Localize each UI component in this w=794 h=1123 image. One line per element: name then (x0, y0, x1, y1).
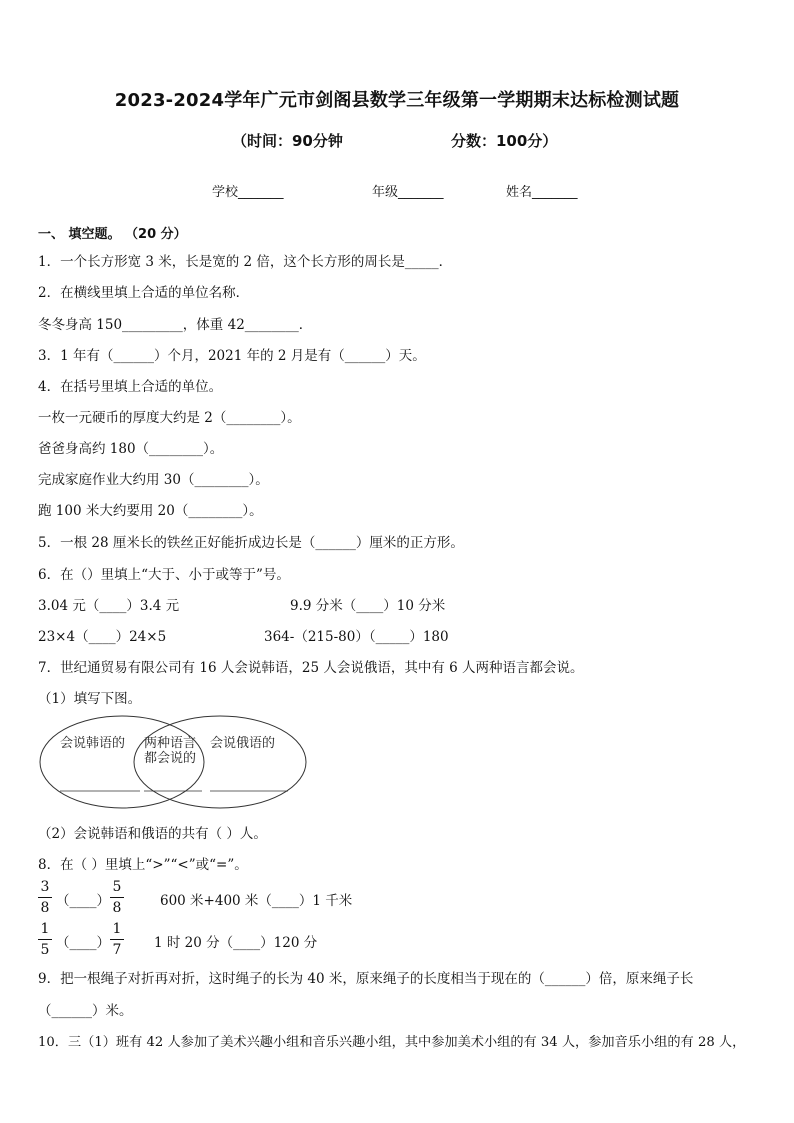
question-5: 5．一根 28 厘米长的铁丝正好能折成边长是（______）厘米的正方形。 (38, 535, 464, 551)
question-4-c: 完成家庭作业大约用 30（________）。 (38, 472, 269, 488)
question-4-b: 爸爸身高约 180（________）。 (38, 441, 224, 457)
question-4-stem: 4．在括号里填上合适的单位。 (38, 379, 223, 395)
question-6-b: 9.9 分米（____）10 分米 (290, 598, 446, 614)
fraction-3-8 (38, 880, 52, 915)
venn-middle-label-2: 都会说的 (144, 751, 197, 766)
question-6-a: 3.04 元（____）3.4 元 (38, 598, 180, 614)
question-6-c: 23×4（____）24×5 (38, 629, 167, 645)
numerator: 5 (112, 879, 122, 895)
question-4-a: 一枚一元硬币的厚度大约是 2（________）。 (38, 410, 301, 426)
question-2-line: 冬冬身高 150_________，体重 42________． (38, 317, 313, 333)
fraction-1-5 (38, 922, 52, 957)
denominator: 8 (112, 900, 122, 916)
exam-score: 分数：100分） (451, 132, 558, 150)
page-title: 2023-2024学年广元市剑阁县数学三年级第一学期期末达标检测试题 (114, 90, 680, 111)
numerator: 1 (112, 921, 122, 937)
grade-field: 年级_______ (372, 185, 444, 200)
denominator: 7 (112, 942, 122, 958)
venn-middle-label-1: 两种语言 (144, 736, 197, 751)
name-field: 姓名_______ (506, 185, 578, 200)
denominator: 8 (40, 900, 50, 916)
school-field: 学校_______ (212, 185, 284, 200)
numerator: 3 (40, 879, 50, 895)
compare-blank-2: （____） (56, 935, 110, 951)
venn-left-label: 会说韩语的 (60, 736, 126, 751)
question-7-part1: （1）填写下图。 (38, 691, 142, 707)
question-3: 3．1 年有（______）个月，2021 年的 2 月是有（______）天。 (38, 348, 426, 364)
question-6-d: 364-（215-80）（_____）180 (264, 629, 449, 645)
fraction-5-8 (110, 880, 124, 915)
denominator: 5 (40, 942, 50, 958)
question-8-r2-right: 1 时 20 分（____）120 分 (154, 935, 318, 951)
question-4-d: 跑 100 米大约要用 20（________）。 (38, 503, 263, 519)
question-2-stem: 2．在横线里填上合适的单位名称． (38, 285, 250, 301)
exam-time: （时间：90分钟 (232, 132, 343, 150)
question-8-r1-right: 600 米+400 米（____）1 千米 (160, 893, 353, 909)
question-8-stem: 8．在（ ）里填上“>”“<”或“=”。 (38, 857, 248, 873)
question-6-stem: 6．在（）里填上“大于、小于或等于”号。 (38, 567, 290, 583)
numerator: 1 (40, 921, 50, 937)
venn-right-label: 会说俄语的 (210, 736, 276, 751)
question-7-stem: 7．世纪通贸易有限公司有 16 人会说韩语，25 人会说俄语，其中有 6 人两种语言都会说。 (38, 660, 584, 676)
question-1: 1．一个长方形宽 3 米，长是宽的 2 倍，这个长方形的周长是_____． (38, 254, 453, 270)
question-9-line1: 9．把一根绳子对折再对折，这时绳子的长为 40 米，原来绳子的长度相当于现在的（______）倍，原来绳子长 (38, 971, 694, 987)
section-heading: 一、 填空题。 （20 分） (38, 227, 187, 242)
fraction-1-7 (110, 922, 124, 957)
question-10: 10．三（1）班有 42 人参加了美术兴趣小组和音乐兴趣小组，其中参加美术小组的有 34 人，参加音乐小组的有 28 人， (38, 1035, 746, 1050)
compare-blank-1: （____） (56, 893, 110, 909)
question-7-part2: （2）会说韩语和俄语的共有（ ）人。 (38, 826, 267, 842)
venn-diagram (36, 712, 311, 812)
question-9-line2: （______）米。 (38, 1003, 133, 1019)
